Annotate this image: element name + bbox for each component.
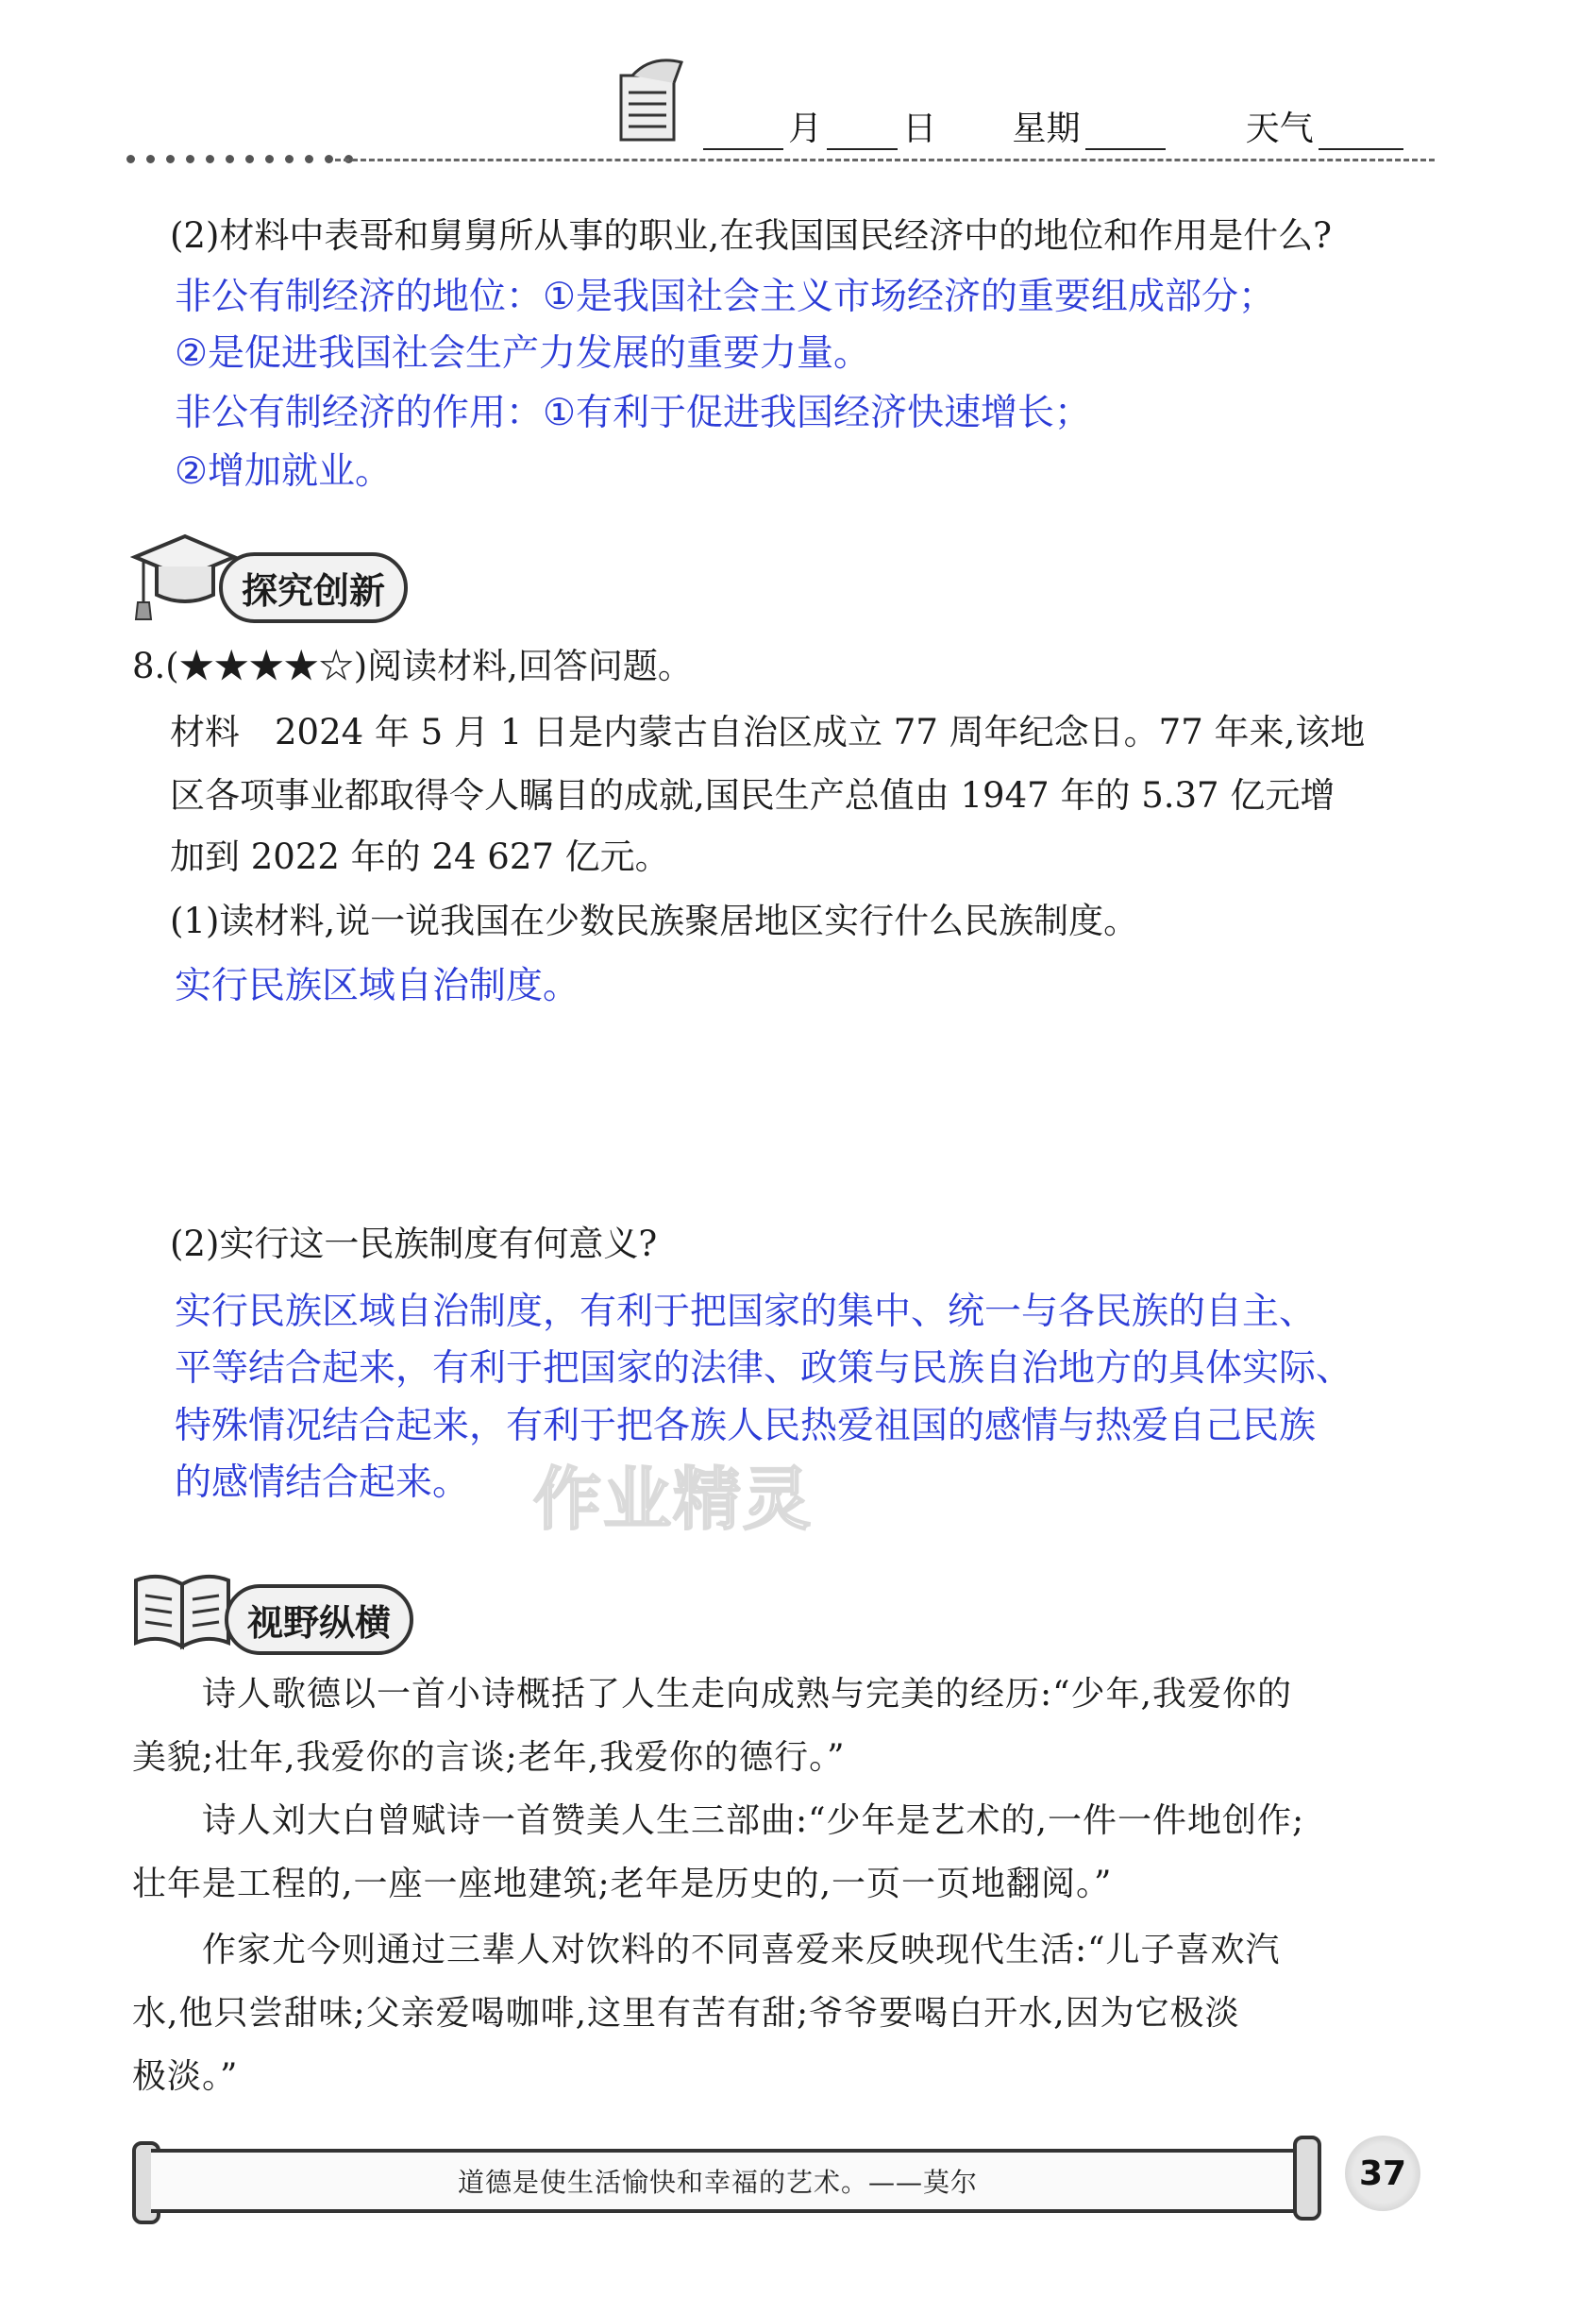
- q8-part1-question: (1)读材料,说一说我国在少数民族聚居地区实行什么民族制度。: [170, 901, 1139, 941]
- q8-part2-answer-line-1: 实行民族区域自治制度，有利于把国家的集中、统一与各民族的自主、: [175, 1291, 1317, 1333]
- section-title-vision: 视野纵横: [225, 1584, 413, 1655]
- reading-line-7: 极淡。”: [132, 2057, 239, 2096]
- weather-blank[interactable]: [1319, 114, 1403, 150]
- weekday-label: 星期: [1012, 110, 1081, 148]
- q7-part2-question: (2)材料中表哥和舅舅所从事的职业,在我国国民经济中的地位和作用是什么?: [170, 215, 1333, 256]
- day-label: 日: [902, 110, 937, 148]
- weekday-blank[interactable]: [1085, 114, 1166, 150]
- page-number: 37: [1345, 2136, 1420, 2211]
- month-label: 月: [788, 110, 823, 148]
- q7-part2-answer-line-2: ②是促进我国社会生产力发展的重要力量。: [175, 332, 870, 375]
- header-dots: [126, 155, 353, 163]
- q7-part2-answer-line-3: 非公有制经济的作用：①有利于促进我国经济快速增长；: [175, 392, 1091, 434]
- q8-material-line-1: 材料 2024 年 5 月 1 日是内蒙古自治区成立 77 周年纪念日。77 年来,该地: [170, 712, 1366, 752]
- reading-line-1: 诗人歌德以一首小诗概括了人生走向成熟与完美的经历:“少年,我爱你的: [132, 1675, 1292, 1714]
- header-divider: [335, 159, 1435, 161]
- reading-line-2: 美貌;壮年,我爱你的言谈;老年,我爱你的德行。”: [132, 1738, 846, 1777]
- q8-part2-answer-line-3: 特殊情况结合起来，有利于把各族人民热爱祖国的感情与热爱自己民族: [175, 1405, 1317, 1447]
- watermark: 作业精灵: [533, 1460, 814, 1539]
- reading-line-4: 壮年是工程的,一座一座地建筑;老年是历史的,一页一页地翻阅。”: [132, 1865, 1113, 1903]
- q8-part2-answer-line-4: 的感情结合起来。: [175, 1461, 470, 1504]
- q7-part2-answer-line-1: 非公有制经济的地位：①是我国社会主义市场经济的重要组成部分；: [175, 276, 1275, 318]
- reading-line-3: 诗人刘大白曾赋诗一首赞美人生三部曲:“少年是艺术的,一件一件地创作;: [132, 1801, 1305, 1840]
- footer-quote: 道德是使生活愉快和幸福的艺术。——莫尔: [458, 2167, 979, 2198]
- q8-header: 8.(★★★★☆)阅读材料,回答问题。: [132, 646, 693, 686]
- reading-line-6: 水,他只尝甜味;父亲爱喝咖啡,这里有苦有甜;爷爷要喝白开水,因为它极淡: [132, 1994, 1240, 2033]
- q8-material-line-3: 加到 2022 年的 24 627 亿元。: [170, 836, 670, 877]
- q8-part1-answer: 实行民族区域自治制度。: [175, 965, 580, 1007]
- q7-part2-answer-line-4: ②增加就业。: [175, 450, 392, 493]
- scroll-right-roll: [1293, 2136, 1321, 2221]
- date-header: [703, 102, 1430, 149]
- q8-part2-answer-line-2: 平等结合起来，有利于把国家的法律、政策与民族自治地方的具体实际、: [175, 1347, 1353, 1390]
- section-title-explore: 探究创新: [219, 552, 408, 623]
- month-blank[interactable]: [703, 114, 783, 150]
- q8-part2-question: (2)实行这一民族制度有何意义?: [170, 1224, 658, 1264]
- q8-material-line-2: 区各项事业都取得令人瞩目的成就,国民生产总值由 1947 年的 5.37 亿元增: [170, 775, 1336, 816]
- weather-label: 天气: [1245, 110, 1314, 148]
- day-blank[interactable]: [827, 114, 898, 150]
- calendar-icon: [613, 55, 689, 144]
- open-book-icon: [130, 1567, 234, 1652]
- reading-line-5: 作家尤今则通过三辈人对饮料的不同喜爱来反映现代生活:“儿子喜欢汽: [132, 1931, 1281, 1969]
